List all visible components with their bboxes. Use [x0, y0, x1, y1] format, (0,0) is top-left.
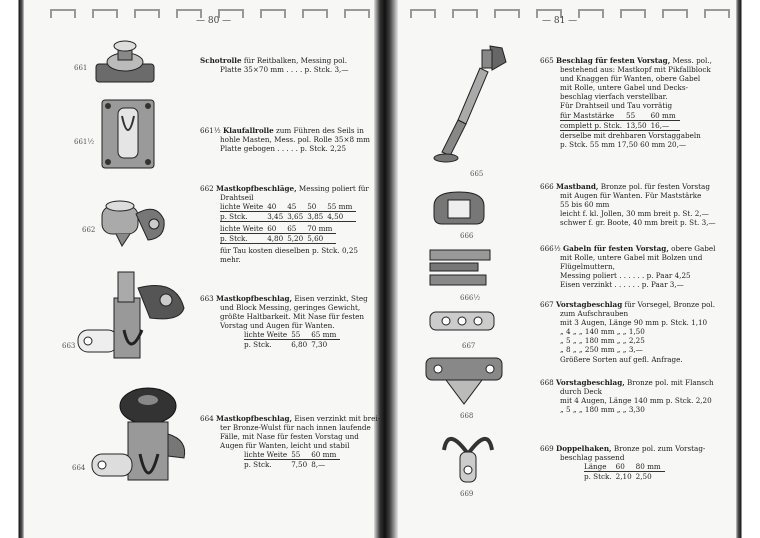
entry-title: Vorstagbeschlag, [556, 378, 625, 387]
table-cell: 3,65 [287, 212, 307, 222]
entry-663 [200, 294, 370, 349]
entry-text: zum Führen des Seils in [273, 126, 364, 135]
vorstagbeschlag-667-illustration [426, 306, 498, 336]
entry-line: mit Rolle, untere Gabel mit Bolzen und [560, 253, 703, 263]
entry-line: beschlag passend [560, 453, 625, 463]
entry-title: Beschlag für festen Vorstag, [556, 56, 671, 65]
page-number-left: — 80 — [196, 16, 232, 26]
entry-title: Mastkopfbeschläge, [216, 184, 297, 193]
item-number: 662 [82, 226, 96, 234]
price-table [244, 450, 340, 469]
entry-number: 663 [200, 294, 214, 303]
mastband-666-illustration [430, 188, 488, 228]
price-table [244, 330, 340, 349]
entry-line: Platte 35×70 mm . . . . p. Stck. 3,— [220, 65, 349, 75]
entry-line: bestehend aus: Mastkopf mit Pikfallblock [560, 65, 711, 75]
illustration-caption: 665 [470, 170, 484, 178]
entry-text: Bronze pol. mit Flansch [624, 378, 714, 387]
entry-line: ter Bronze-Wulst für nach innen laufende [220, 423, 371, 433]
table-cell: 55 [291, 330, 311, 340]
klaufallrolle-illustration [100, 98, 156, 170]
table-cell: 5,60 [307, 234, 336, 244]
entry-line: Fälle, mit Nase für festen Vorstag und [220, 432, 359, 442]
entry-number: 662 [200, 184, 214, 193]
entry-title: Klaufallrolle [222, 126, 274, 135]
entry-line: „ 4 „ „ 140 mm „ „ 1,50 [560, 327, 645, 337]
entry-line: Drahtseil [220, 193, 254, 203]
entry-line: und Knaggen für Wanten, obere Gabel [560, 74, 701, 84]
table-cell: 3,85 [307, 212, 327, 222]
entry-line: durch Deck [560, 387, 603, 397]
entry-665 [540, 56, 716, 149]
price-table [584, 462, 665, 481]
entry-line: „ 8 „ „ 250 mm „ „ 3,— [560, 345, 643, 355]
table-cell: 7,50 [291, 460, 308, 470]
entry-667 [540, 300, 716, 364]
table-cell: 80 mm [636, 462, 665, 472]
table-cell: 16,— [651, 120, 680, 130]
table-cell: 45 [287, 202, 307, 212]
item-number: 661½ [74, 138, 95, 146]
table-cell: 50 [307, 202, 327, 212]
entry-line: mit 4 Augen, Länge 140 mm p. Stck. 2,20 [560, 396, 712, 406]
entry-668 [540, 378, 716, 414]
illustration-caption: 666 [460, 232, 474, 240]
entry-text: Bronze pol. zum Vorstag- [611, 444, 706, 453]
entry-number: 666½ [540, 244, 561, 253]
entry-line: mit Augen für Wanten. Für Maststärke [560, 191, 702, 201]
price-table [220, 224, 336, 244]
entry-666 [540, 182, 716, 227]
entry-title: Schotrolle [200, 56, 242, 65]
entry-line: Augen für Wanten, leicht und stabil [220, 441, 350, 451]
table-cell: 65 mm [311, 330, 340, 340]
entry-text: Eisen verzinkt, Steg [292, 294, 368, 303]
table-cell: 40 [267, 202, 287, 212]
entry-line: 55 bis 60 mm [560, 200, 610, 210]
mastkopfbeschlag-664-illustration [88, 384, 198, 496]
table-cell: 60 [267, 224, 287, 234]
illustration-caption: 666½ [460, 294, 481, 302]
schotrolle-illustration [92, 38, 158, 88]
entry-662 [200, 184, 370, 264]
entry-number: 664 [200, 414, 214, 423]
entry-line: größte Haltbarkeit. Mit Nase für festen [220, 312, 365, 322]
entry-number: 661½ [200, 126, 221, 135]
table-cell: 55 mm [327, 202, 356, 212]
entry-line: Platte gebogen . . . . . p. Stck. 2,25 [220, 144, 347, 154]
gabeln-666-half-illustration [428, 248, 494, 288]
entry-661-half [200, 126, 370, 153]
entry-line: „ 5 „ „ 180 mm „ „ 3,30 [560, 405, 645, 415]
entry-line: und Block Messing, geringes Gewicht, [220, 303, 361, 313]
table-cell: lichte Weite [244, 450, 291, 460]
entry-line: derselbe mit drehbaren Vorstaggabeln [560, 130, 701, 140]
table-cell: 3,45 [267, 212, 287, 222]
table-cell: 2,50 [635, 472, 652, 482]
entry-line: Messing poliert . . . . . . p. Paar 4,25 [560, 271, 691, 281]
table-cell: 60 mm [651, 111, 680, 121]
entry-title: Mastkopfbeschlag, [216, 414, 293, 423]
entry-line: p. Stck. 55 mm 17,50 60 mm 20,— [560, 139, 687, 149]
entry-line: hohle Masten, Mess. pol. Rolle 35×8 mm [220, 135, 370, 145]
table-cell: complett p. Stck. [560, 120, 626, 130]
entry-669 [540, 444, 716, 481]
entry-text: für Reitbalken, Messing pol. [241, 56, 347, 65]
entry-line: Für Drahtseil und Tau vorrätig [560, 101, 673, 111]
price-table [560, 111, 680, 131]
entry-line: leicht f. kl. Jollen, 30 mm breit p. St. 2,— [560, 209, 709, 219]
entry-number: 666 [540, 182, 554, 191]
page-edge-left [0, 0, 24, 538]
table-cell: 6,80 [291, 340, 308, 350]
entry-title: Doppelhaken, [556, 444, 612, 453]
page-number-right: — 81 — [542, 16, 578, 26]
illustration-caption: 667 [462, 342, 476, 350]
entry-text: Bronze pol. für festen Vorstag [598, 182, 710, 191]
table-cell: für Maststärke [560, 111, 626, 121]
entry-line: Eisen verzinkt . . . . . . p. Paar 3,— [560, 280, 684, 290]
entry-title: Gabeln für festen Vorstag, [562, 244, 669, 253]
entry-666-half [540, 244, 716, 289]
illustration-caption: 668 [460, 412, 474, 420]
table-cell: 5,20 [287, 234, 307, 244]
item-number: 661 [74, 64, 88, 72]
entry-line: schwer f. gr. Boote, 40 mm breit p. St. 3,— [560, 218, 716, 228]
item-number: 664 [72, 464, 86, 472]
table-cell: 55 [626, 111, 651, 121]
table-cell: lichte Weite [220, 202, 267, 212]
table-cell: p. Stck. [220, 234, 267, 244]
table-cell: 70 mm [307, 224, 336, 234]
entry-title: Mastband, [556, 182, 599, 191]
doppelhaken-669-illustration [438, 424, 498, 486]
entry-text: Eisen verzinkt mit brei- [292, 414, 381, 423]
entry-footer: für Tau kosten dieselben p. Stck. 0,25 mehr. [220, 246, 358, 265]
entry-line: Flügelmuttern, [560, 262, 615, 272]
table-cell: 7,30 [311, 340, 328, 350]
entry-title: Vorstagbeschlag [556, 300, 623, 309]
table-cell: p. Stck. [584, 472, 612, 482]
page-edge-right [736, 0, 760, 538]
entry-number: 665 [540, 56, 554, 65]
entry-text: obere Gabel [668, 244, 716, 253]
table-cell: 2,10 [615, 472, 632, 482]
table-cell: Länge [584, 462, 616, 472]
entry-text: Messing poliert für [296, 184, 369, 193]
table-cell: 4,50 [327, 212, 356, 222]
illustration-caption: 669 [460, 490, 474, 498]
entry-number: 668 [540, 378, 554, 387]
mastkopfbeschlag-662-illustration [96, 192, 172, 248]
table-cell: 8,— [311, 460, 326, 470]
table-cell: lichte Weite [220, 224, 267, 234]
item-number: 663 [62, 342, 76, 350]
table-cell: 13,50 [626, 120, 651, 130]
table-cell: lichte Weite [244, 330, 291, 340]
entry-number: 669 [540, 444, 554, 453]
entry-664 [200, 414, 381, 470]
price-table [220, 202, 356, 222]
entry-line: Vorstag und Augen für Wanten. [220, 321, 335, 331]
entry-text: Mess. pol., [670, 56, 712, 65]
table-cell: p. Stck. [220, 212, 267, 222]
entry-line: mit 3 Augen, Länge 90 mm p. Stck. 1,10 [560, 318, 708, 328]
vorstagbeschlag-668-illustration [424, 354, 504, 406]
mastkopfbeschlag-663-illustration [76, 268, 196, 364]
entry-title: Mastkopfbeschlag, [216, 294, 293, 303]
entry-line: mit Rolle, untere Gabel und Decks- [560, 83, 688, 93]
entry-number: 667 [540, 300, 554, 309]
table-cell: 60 [616, 462, 636, 472]
entry-line: „ 5 „ „ 180 mm „ „ 2,25 [560, 336, 645, 346]
entry-line: Größere Sorten auf gefl. Anfrage. [560, 354, 683, 364]
entry-line: zum Aufschrauben [560, 309, 629, 319]
table-cell: 55 [291, 450, 311, 460]
book-gutter [374, 0, 398, 538]
table-cell: 60 mm [311, 450, 340, 460]
table-cell: 65 [287, 224, 307, 234]
entry-text: für Vorsegel, Bronze pol. [622, 300, 715, 309]
entry-line: beschlag vierfach verstellbar. [560, 92, 668, 102]
table-cell: 4,80 [267, 234, 287, 244]
vorstag-beschlag-665-illustration [420, 40, 510, 170]
table-cell: p. Stck. [244, 460, 272, 470]
entry-661 [200, 56, 370, 74]
table-cell: p. Stck. [244, 340, 272, 350]
